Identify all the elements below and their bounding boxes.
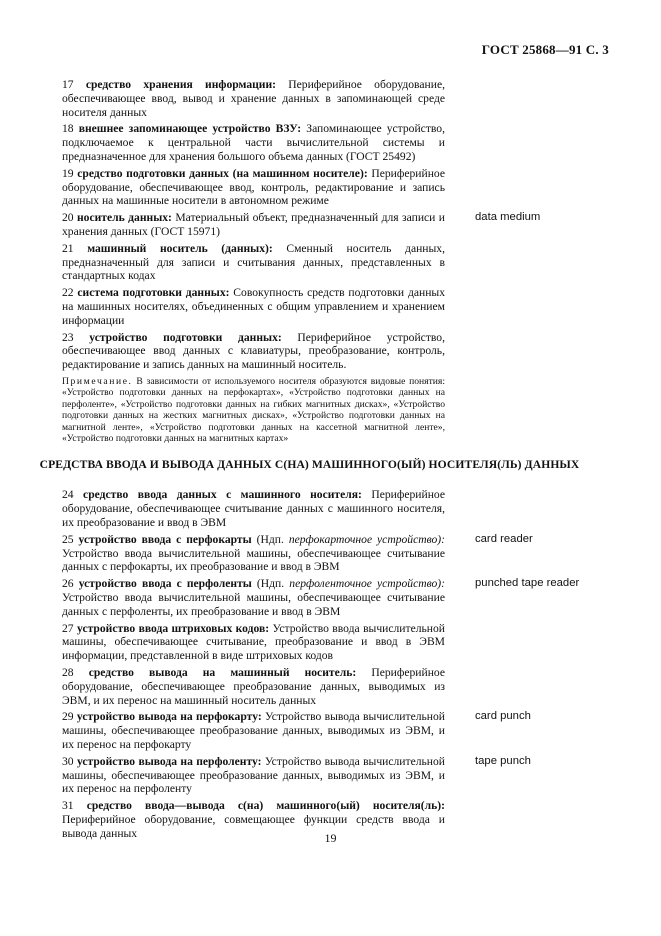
english-equivalent: tape punch xyxy=(475,754,531,767)
term-name: устройство ввода с перфоленты xyxy=(78,577,252,591)
term-description: Устройство ввода вычислительной машины, обеспечивающее считывание, преобразование и ввод в ЭВМ информации, представленной в виде штриховых кодов xyxy=(62,621,446,663)
term-definition xyxy=(62,122,445,163)
term-name: средство подготовки данных (на машинном носителе): xyxy=(77,166,368,180)
term-deprecated: перфоленточное устройство): xyxy=(289,577,445,591)
term-definition xyxy=(62,78,445,119)
term-description: Периферийное оборудование, обеспечивающее преобразование данных, выводимых из ЭВМ, и их перенос на машинный носитель данных xyxy=(62,665,445,707)
term-number: 30 xyxy=(62,754,74,768)
term-definition xyxy=(62,755,445,796)
english-equivalent: punched tape reader xyxy=(475,577,580,590)
term-number: 23 xyxy=(62,330,74,344)
term-name: средство ввода—вывода с(на) машинного(ый) носителя(ль): xyxy=(86,799,446,813)
term-number: 20 xyxy=(62,211,74,225)
term-name: внешнее запоминающее устройство ВЗУ: xyxy=(78,122,302,136)
term-name: средство хранения информации: xyxy=(85,78,277,91)
page-number: 19 xyxy=(324,831,337,845)
term-name: устройство ввода с перфокарты xyxy=(78,532,252,546)
term-entry xyxy=(62,242,617,283)
term-number: 24 xyxy=(62,488,74,502)
term-entry xyxy=(62,533,617,574)
term-definition xyxy=(62,533,445,574)
term-entry xyxy=(62,622,617,663)
section-title: СРЕДСТВА ВВОДА И ВЫВОДА ДАННЫХ С(НА) МАШИННОГО(ЫЙ) НОСИТЕЛЯ(ЛЬ) ДАННЫХ xyxy=(39,458,580,472)
term-definition xyxy=(62,710,445,751)
term-description: Запоминающее устройство, подключаемое к центральной части вычислительной системы и предназначенное для хранения большого объема данных (ГОСТ 25492) xyxy=(62,122,445,163)
entries-top xyxy=(62,78,617,372)
term-entry xyxy=(62,122,617,163)
page-header: ГОСТ 25868—91 С. 3 xyxy=(481,42,609,57)
term-entry xyxy=(62,666,617,707)
term-description: Устройство ввода вычислительной машины, обеспечивающее считывание данных с перфокарты, их преобразование и ввод в ЭВМ xyxy=(62,546,445,574)
term-description: Периферийное оборудование, совмещающее функции средств ввода и вывода данных xyxy=(62,812,445,840)
term-definition xyxy=(62,666,445,707)
term-entry xyxy=(62,167,617,208)
term-name: средство вывода на машинный носитель: xyxy=(88,665,357,679)
term-number: 18 xyxy=(62,122,74,136)
term-name: устройство вывода на перфоленту: xyxy=(76,754,262,768)
term-definition xyxy=(62,167,445,208)
term-description: Периферийное оборудование, обеспечивающее ввод, контроль, редактирование и запись данных на машинные носители в автономном режиме xyxy=(62,166,446,208)
term-name: устройство подготовки данных: xyxy=(89,330,282,344)
term-definition xyxy=(62,211,445,239)
term-description: Совокупность средств подготовки данных на машинных носителях, объединенных с общим управлением и хранением информации xyxy=(62,286,445,327)
term-entry xyxy=(62,78,617,119)
english-equivalent: card punch xyxy=(475,710,531,723)
term-number: 21 xyxy=(62,241,74,255)
term-name: система подготовки данных: xyxy=(77,286,230,300)
term-name: машинный носитель (данных): xyxy=(87,241,273,255)
term-entry xyxy=(62,577,617,618)
term-definition xyxy=(62,577,445,618)
term-description: Периферийное оборудование, обеспечивающее считывание данных с машинного носителя, их преобразование и ввод в ЭВМ xyxy=(62,488,446,529)
term-entry xyxy=(62,331,617,372)
term-definition xyxy=(62,286,445,327)
term-entry xyxy=(62,710,617,751)
term-description: Сменный носитель данных, предназначенный для записи и считывания данных, представленных в стандартных кодах xyxy=(62,241,445,283)
english-equivalent: card reader xyxy=(475,532,533,545)
note-text: В зависимости от используемого носителя образуются видовые понятия: «Устройство подготовки данных на перфокартах», «Устройство подготовки данных на перфоленте», «Устройство подготовки данных на гибких магнитных дисках», «Устройство подготовки данных на жестких магнитных дисках», «Устройство подготовки данных на магнитной ленте», «Устройство подготовки данных на кассетной магнитной ленте», «Устройство подготовки данных на магнитных картах» xyxy=(62,375,445,444)
term-entry xyxy=(62,488,617,529)
term-description: Материальный объект, предназначенный для записи и хранения данных (ГОСТ 15971) xyxy=(62,211,445,238)
term-definition xyxy=(62,488,445,529)
term-number: 27 xyxy=(62,621,74,635)
term-entry xyxy=(62,286,617,327)
term-definition xyxy=(62,242,445,283)
term-number: 28 xyxy=(62,665,74,679)
term-definition xyxy=(62,331,445,372)
term-deprecated-prefix: (Ндп. xyxy=(251,577,290,591)
term-description: Периферийное оборудование, обеспечивающее ввод, вывод и хранение данных в запоминающей среде носителя данных xyxy=(62,78,445,119)
term-number: 29 xyxy=(62,710,74,724)
term-name: устройство вывода на перфокарту: xyxy=(76,710,262,724)
document-body xyxy=(39,78,617,844)
term-name: устройство ввода штриховых кодов: xyxy=(77,621,270,635)
term-deprecated-prefix: (Ндп. xyxy=(251,532,289,546)
term-description: Устройство ввода вычислительной машины, обеспечивающее считывание данных с перфоленты, их преобразование и ввод в ЭВМ xyxy=(62,590,445,618)
note-label: Примечание. xyxy=(62,375,133,387)
term-number: 22 xyxy=(62,286,74,300)
note xyxy=(62,376,445,444)
term-description: Периферийное устройство, обеспечивающее ввод данных с клавиатуры, преобразование, контроль, редактирование и запись данных на машинный носитель. xyxy=(62,330,445,372)
term-entry xyxy=(62,211,617,239)
term-entry xyxy=(62,755,617,796)
term-name: средство ввода данных с машинного носителя: xyxy=(83,488,362,502)
term-number: 17 xyxy=(62,78,74,91)
term-number: 31 xyxy=(62,799,74,813)
english-equivalent: data medium xyxy=(475,211,541,224)
term-name: носитель данных: xyxy=(77,211,172,225)
entries-bottom xyxy=(62,488,617,840)
term-description: Устройство вывода вычислительной машины, обеспечивающее преобразование данных, выводимых из ЭВМ, и их перенос на перфоленту xyxy=(62,754,445,796)
term-number: 25 xyxy=(62,532,74,546)
term-number: 19 xyxy=(62,166,74,180)
term-deprecated: перфокарточное устройство): xyxy=(288,532,446,546)
term-number: 26 xyxy=(62,577,74,591)
term-definition xyxy=(62,622,445,663)
term-description: Устройство вывода вычислительной машины, обеспечивающее преобразование данных, выводимых из ЭВМ, и их перенос на перфокарту xyxy=(62,710,445,751)
